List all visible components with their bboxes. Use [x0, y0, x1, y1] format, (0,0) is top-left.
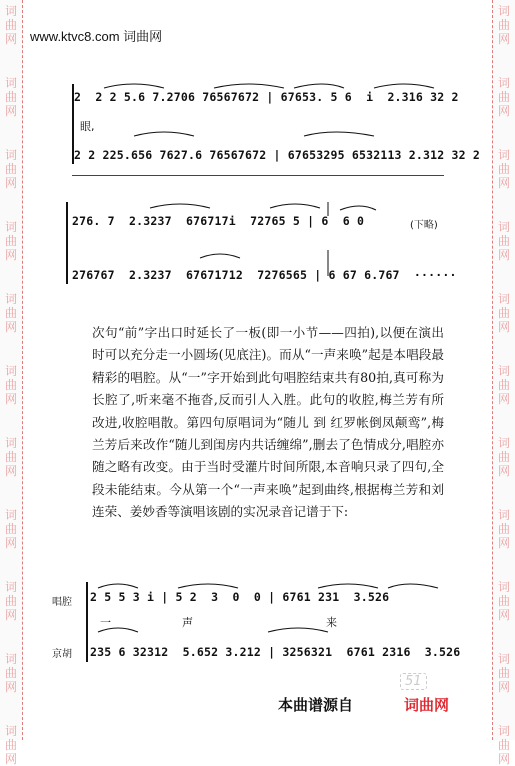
voice-notation-row: 2 5 5 3 i | 5 2 3 0 0 | 6761 231 3.526 — [90, 590, 390, 604]
watermark-glyph-stack: 词 曲 网 — [497, 436, 510, 478]
accompaniment-part-label: 京胡 — [52, 649, 72, 660]
voice-notation-row: 2 2 2 5.6 7.2706 76567672 | 67653. 5 6 i 2.316 32 2 — [74, 90, 459, 104]
watermark-glyph-stack: 词 曲 网 — [4, 652, 17, 694]
voice-part-label: 唱腔 — [52, 597, 72, 608]
page-number: 51 — [400, 673, 427, 690]
watermark-glyph-stack: 词 曲 网 — [497, 580, 510, 622]
watermark-glyph-stack: 词 曲 网 — [497, 364, 510, 406]
watermark-glyph-stack: 词 曲 网 — [497, 148, 510, 190]
watermark-glyph-stack: 词 曲 网 — [4, 724, 17, 766]
omission-note: (下略) — [410, 220, 438, 231]
system-bracket — [66, 202, 68, 284]
accompaniment-notation-row: 235 6 32312 5.652 3.212 | 3256321 6761 2316 3.526 — [90, 645, 461, 659]
accompaniment-notation-row: 2 2 225.656 7627.6 76567672 | 67653295 6532113 2.312 32 2 — [74, 148, 481, 162]
watermark-glyph-stack: 词 曲 网 — [4, 292, 17, 334]
voice-notation-row: 276. 7 2.3237 676717i 72765 5 | 6 6 0 — [72, 214, 365, 228]
lyric-char-2: 声 — [182, 616, 193, 629]
watermark-glyph-stack: 词 曲 网 — [4, 508, 17, 550]
body-paragraph — [92, 322, 444, 524]
watermark-glyph-stack: 词 曲 网 — [4, 148, 17, 190]
watermark-glyph-stack: 词 曲 网 — [497, 4, 510, 46]
watermark-glyph-stack: 词 曲 网 — [497, 220, 510, 262]
lyric-char-1: 一 — [100, 616, 111, 629]
watermark-glyph-stack: 词 曲 网 — [4, 580, 17, 622]
watermark-glyph-stack: 词 曲 网 — [497, 76, 510, 118]
watermark-glyph-stack: 词 曲 网 — [4, 220, 17, 262]
paragraph-text: 次句“前”字出口时延长了一板(即一小节——四拍),以便在演出时可以充分走一小圆场(见底注)。而从“一声来唤”起是本唱段最精彩的唱腔。从“一”字开始到此句唱腔结束共有80拍,真可称为长腔了,听来毫不拖沓,反而引人入胜。此句的收腔,梅兰芳有所改进,收腔唱散。第四句原唱词为“随儿 到 红罗帐倒凤颠鸾”,梅兰芳后来改作“随儿到闺房内共话缠绵”,删去了色情成分,唱腔亦随之略有改变。由于当时受灌片时间所限,本音响只录了四句,全段未能结束。今从第一个“一声来唤”起到曲终,根据梅兰芳和刘连荣、姜妙香等演唱该剧的实况录音记谱于下: — [92, 325, 444, 520]
watermark-glyph-stack: 词 曲 网 — [497, 508, 510, 550]
source-brand-logo: 词曲网 — [404, 696, 450, 714]
source-label: 本曲谱源自 — [278, 696, 354, 714]
system-divider — [72, 175, 444, 176]
watermark-glyph-stack: 词 曲 网 — [4, 76, 17, 118]
watermark-glyph-stack: 词 曲 网 — [497, 292, 510, 334]
site-header: www.ktvc8.com 词曲网 — [30, 29, 163, 44]
watermark-glyph-stack: 词 曲 网 — [4, 4, 17, 46]
watermark-glyph-stack: 词 曲 网 — [497, 652, 510, 694]
watermark-glyph-stack: 词 曲 网 — [497, 724, 510, 766]
lyric-text: 眼, — [80, 120, 95, 133]
lyric-char-3: 来 — [326, 616, 337, 629]
watermark-glyph-stack: 词 曲 网 — [4, 364, 17, 406]
accompaniment-notation-row: 276767 2.3237 67671712 7276565 | 6 67 6.767 ······ — [72, 268, 457, 282]
watermark-glyph-stack: 词 曲 网 — [4, 436, 17, 478]
